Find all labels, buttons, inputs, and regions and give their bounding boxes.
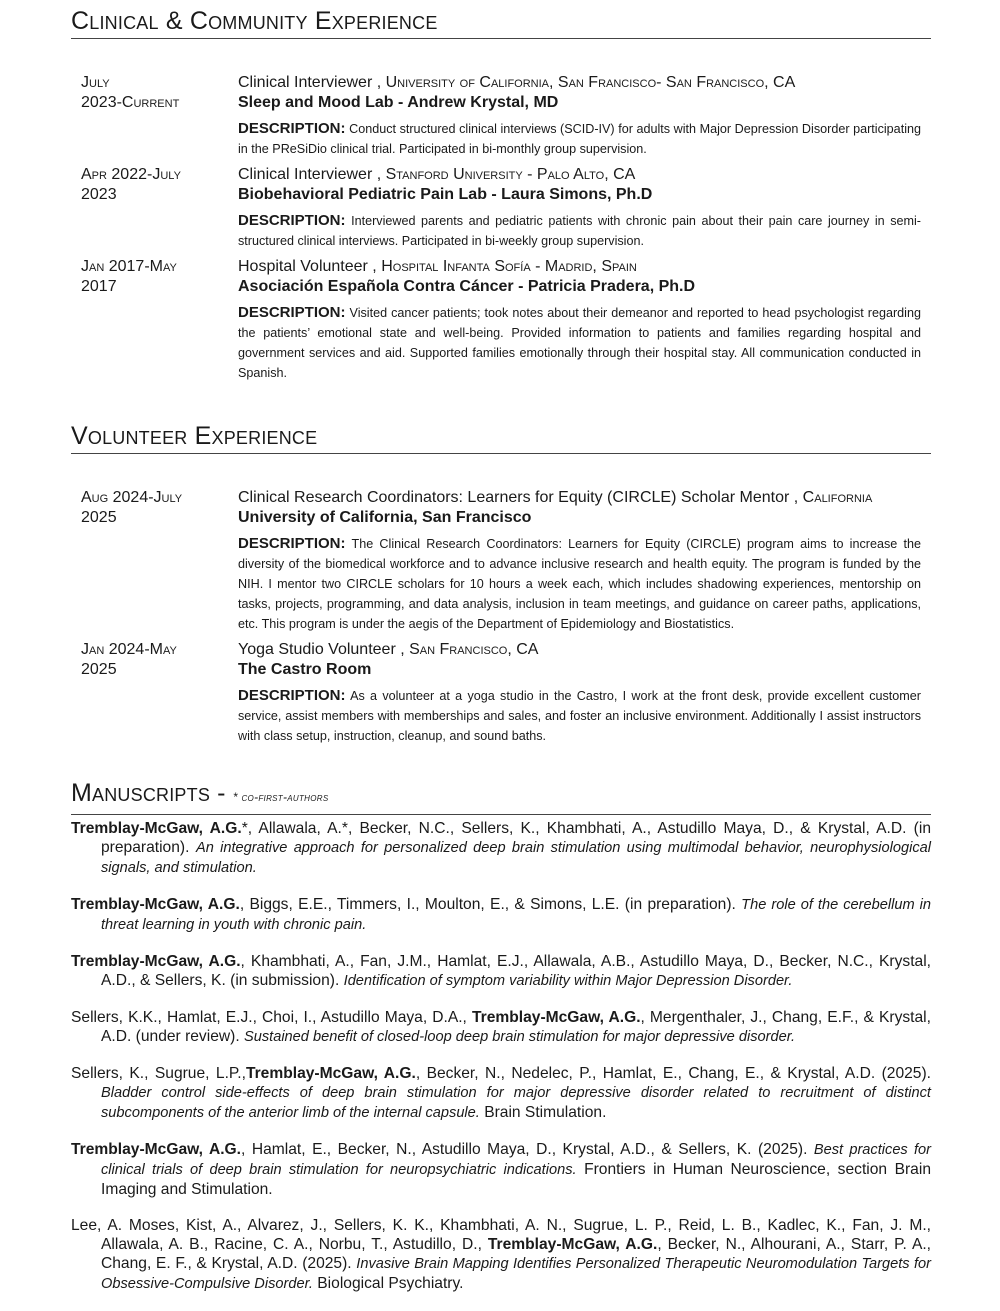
date-start: Jan 2024-May bbox=[81, 641, 177, 658]
pub-title: Bladder control side-effects of deep brain stimulation for major depressive disorder related to recruitment of distinct subcomponents of the anterior limb of the internal capsule. bbox=[101, 1085, 931, 1121]
publication-list bbox=[71, 819, 931, 1294]
entry-org: California bbox=[802, 489, 873, 506]
publication-item bbox=[71, 1008, 931, 1047]
description-text: Visited cancer patients; took notes about their demeanor and reported to head psychologist regarding the patients’ emotional state and well-being. Provided information to patients and families regarding hospital and government services and aid. Supported families emotionally through their hospital stay. All communication conducted in Spanish. bbox=[238, 306, 921, 380]
entry-org: San Francisco, CA bbox=[409, 641, 539, 658]
section-gap bbox=[71, 752, 931, 778]
publication-item bbox=[71, 1064, 931, 1123]
pub-title: The role of the cerebellum in threat learning in youth with chronic pain. bbox=[101, 897, 932, 933]
manuscripts-subtitle: * co-first-authors bbox=[232, 790, 329, 804]
publication-item bbox=[71, 895, 931, 935]
entry-date bbox=[81, 165, 221, 205]
entry-org: Hospital Infanta Sofía - Madrid, Spain bbox=[381, 258, 637, 275]
description-text: As a volunteer at a yoga studio in the Castro, I work at the front desk, provide excellent customer service, assist members with memberships and sales, and foster an inclusive environment. Additionally I assist instructors with class setup, instruction, cleanup, and sound baths. bbox=[238, 689, 921, 743]
description-label: DESCRIPTION: bbox=[238, 120, 346, 137]
description-label: DESCRIPTION: bbox=[238, 212, 346, 229]
pub-authors: , Becker, N., Nedelec, P., Hamlat, E., Chang, E., & Krystal, A.D. (2025). bbox=[415, 1065, 931, 1082]
cv-page bbox=[71, 0, 931, 1311]
pub-highlight-author: Tremblay-McGaw, A.G. bbox=[487, 1236, 658, 1253]
entry-lab: The Castro Room bbox=[238, 661, 372, 678]
entry-role-line bbox=[238, 165, 931, 185]
description-text: The Clinical Research Coordinators: Learners for Equity (CIRCLE) program aims to increase the diversity of the biomedical workforce and to advance inclusive research and health equity. The program is funded by the NIH. I mentor two CIRCLE scholars for 10 hours a week each, which includes shadowing experiences, mentorship on tasks, projects, programming, and data analysis, inclusion in team meetings, and guidance on career paths, applications, etc. This program is under the aegis of the Department of Epidemiology and Biostatistics. bbox=[238, 537, 921, 631]
entry-description bbox=[238, 534, 931, 634]
description-label: DESCRIPTION: bbox=[238, 304, 346, 321]
pub-highlight-author: Tremblay-McGaw, A.G. bbox=[71, 820, 242, 837]
publication-item bbox=[71, 1140, 931, 1199]
pub-authors: , Biggs, E.E., Timmers, I., Moulton, E., & Simons, L.E. (in preparation). bbox=[239, 896, 742, 913]
description-text: Conduct structured clinical interviews (SCID-IV) for adults with Major Depression Disorder participating in the PReSiDio clinical trial. Participated in bi-monthly group supervision. bbox=[238, 122, 921, 156]
entry-role: Hospital Volunteer , bbox=[238, 258, 377, 275]
date-start: Jan 2017-May bbox=[81, 258, 177, 275]
publication-item bbox=[71, 952, 931, 991]
pub-venue: Brain Stimulation. bbox=[479, 1104, 607, 1121]
section-title-clinical: Clinical & Community Experience bbox=[71, 6, 931, 39]
entry-role: Clinical Interviewer , bbox=[238, 74, 382, 91]
pub-venue: Frontiers in Human Neuroscience, section Brain Imaging and Stimulation. bbox=[101, 1161, 931, 1198]
pub-authors-pre: Sellers, K., Sugrue, L.P., bbox=[71, 1065, 246, 1082]
pub-venue: Biological Psychiatry. bbox=[312, 1275, 464, 1292]
entry-lab: Biobehavioral Pediatric Pain Lab - Laura Simons, Ph.D bbox=[238, 186, 653, 203]
pub-highlight-author: Tremblay-McGaw, A.G. bbox=[71, 896, 240, 913]
date-end: 2023-Current bbox=[81, 94, 180, 111]
entry-description bbox=[238, 119, 931, 159]
entry-role-line bbox=[238, 73, 931, 93]
entry-role-line bbox=[238, 640, 931, 660]
entry-role-line bbox=[238, 488, 931, 508]
pub-authors: *, Allawala, A.*, Becker, N.C., Sellers, K., Khambhati, A., Astudillo Maya, D., & Krystal, A.D. (in preparation). bbox=[101, 820, 931, 856]
pub-title: Identification of symptom variability within Major Depression Disorder. bbox=[343, 973, 793, 989]
entry-volunteer-2 bbox=[71, 640, 931, 746]
entry-description bbox=[238, 211, 931, 251]
entry-volunteer-1 bbox=[71, 488, 931, 634]
pub-highlight-author: Tremblay-McGaw, A.G. bbox=[471, 1009, 641, 1026]
description-label: DESCRIPTION: bbox=[238, 535, 346, 552]
pub-authors: , Becker, N., Alhourani, A., Starr, P. A., Chang, E. F., & Krystal, A.D. (2025). bbox=[101, 1236, 932, 1272]
pub-title: Invasive Brain Mapping Identifies Personalized Therapeutic Neuromodulation Targets for Obsessive-Compulsive Disorder. bbox=[101, 1256, 931, 1292]
description-label: DESCRIPTION: bbox=[238, 687, 346, 704]
section-title-volunteer: Volunteer Experience bbox=[71, 421, 931, 454]
publication-item bbox=[71, 1216, 931, 1294]
date-start: July bbox=[81, 74, 110, 91]
entry-clinical-2 bbox=[71, 165, 931, 251]
pub-authors: , Mergenthaler, J., Chang, E.F., & Krystal, A.D. (under review). bbox=[101, 1009, 931, 1045]
entry-description bbox=[238, 303, 931, 383]
entry-lab: Sleep and Mood Lab - Andrew Krystal, MD bbox=[238, 94, 559, 111]
entry-role-line bbox=[238, 257, 931, 277]
date-end: 2025 bbox=[81, 509, 117, 526]
date-start: Aug 2024-July bbox=[81, 489, 183, 506]
pub-authors-pre: Lee, A. Moses, Kist, A., Alvarez, J., Sellers, K. K., Khambhati, A. N., Sugrue, L. P., Reid, L. B., Kadlec, K., Fan, J. M., Allawala, A. B., Racine, C. A., Norbu, T., Astudillo, D., bbox=[71, 1217, 931, 1253]
pub-highlight-author: Tremblay-McGaw, A.G. bbox=[71, 1141, 241, 1158]
pub-title: Best practices for clinical trials of deep brain stimulation for neuropsychiatric indications. bbox=[101, 1142, 931, 1178]
pub-title: Sustained benefit of closed-loop deep brain stimulation for major depressive disorder. bbox=[244, 1029, 796, 1045]
publication-item bbox=[71, 819, 931, 878]
section-gap bbox=[71, 389, 931, 421]
pub-authors-pre: Sellers, K.K., Hamlat, E.J., Choi, I., Astudillo Maya, D.A., bbox=[71, 1009, 472, 1026]
section-title-manuscripts bbox=[71, 778, 931, 815]
pub-highlight-author: Tremblay-McGaw, A.G. bbox=[71, 953, 241, 970]
volunteer-entries bbox=[71, 488, 931, 746]
pub-highlight-author: Tremblay-McGaw, A.G. bbox=[245, 1065, 416, 1082]
entry-date bbox=[81, 488, 221, 528]
entry-lab: Asociación Española Contra Cáncer - Patricia Pradera, Ph.D bbox=[238, 278, 696, 295]
entry-lab: University of California, San Francisco bbox=[238, 509, 532, 526]
entry-role: Yoga Studio Volunteer , bbox=[238, 641, 405, 658]
entry-role: Clinical Interviewer , bbox=[238, 166, 382, 183]
date-end: 2025 bbox=[81, 661, 117, 678]
entry-date bbox=[81, 640, 221, 680]
entry-role: Clinical Research Coordinators: Learners for Equity (CIRCLE) Scholar Mentor , bbox=[238, 489, 799, 506]
entry-description bbox=[238, 686, 931, 746]
entry-org: Stanford University - Palo Alto, CA bbox=[385, 166, 636, 183]
pub-title: An integrative approach for personalized deep brain stimulation using multimodal behavior, neurophysiological signals, and stimulation. bbox=[101, 840, 932, 876]
date-start: Apr 2022-July bbox=[81, 166, 181, 183]
entry-date bbox=[81, 257, 221, 297]
description-text: Interviewed parents and pediatric patients with chronic pain about their pain care journey in semi-structured clinical interviews. Participated in bi-weekly group supervision. bbox=[238, 214, 921, 248]
entry-clinical-1 bbox=[71, 73, 931, 159]
pub-authors: , Khambhati, A., Fan, J.M., Hamlat, E.J., Allawala, A.B., Astudillo Maya, D., Becker, N.C., Krystal, A.D., & Sellers, K. (in submission). bbox=[101, 953, 931, 989]
date-end: 2017 bbox=[81, 278, 117, 295]
manuscripts-title: Manuscripts - bbox=[71, 779, 233, 807]
entry-clinical-3 bbox=[71, 257, 931, 383]
clinical-entries bbox=[71, 73, 931, 383]
entry-date bbox=[81, 73, 221, 113]
date-end: 2023 bbox=[81, 186, 117, 203]
pub-authors: , Hamlat, E., Becker, N., Astudillo Maya, D., Krystal, A.D., & Sellers, K. (2025). bbox=[241, 1141, 814, 1158]
entry-org: University of California, San Francisco- San Francisco, CA bbox=[385, 74, 796, 91]
